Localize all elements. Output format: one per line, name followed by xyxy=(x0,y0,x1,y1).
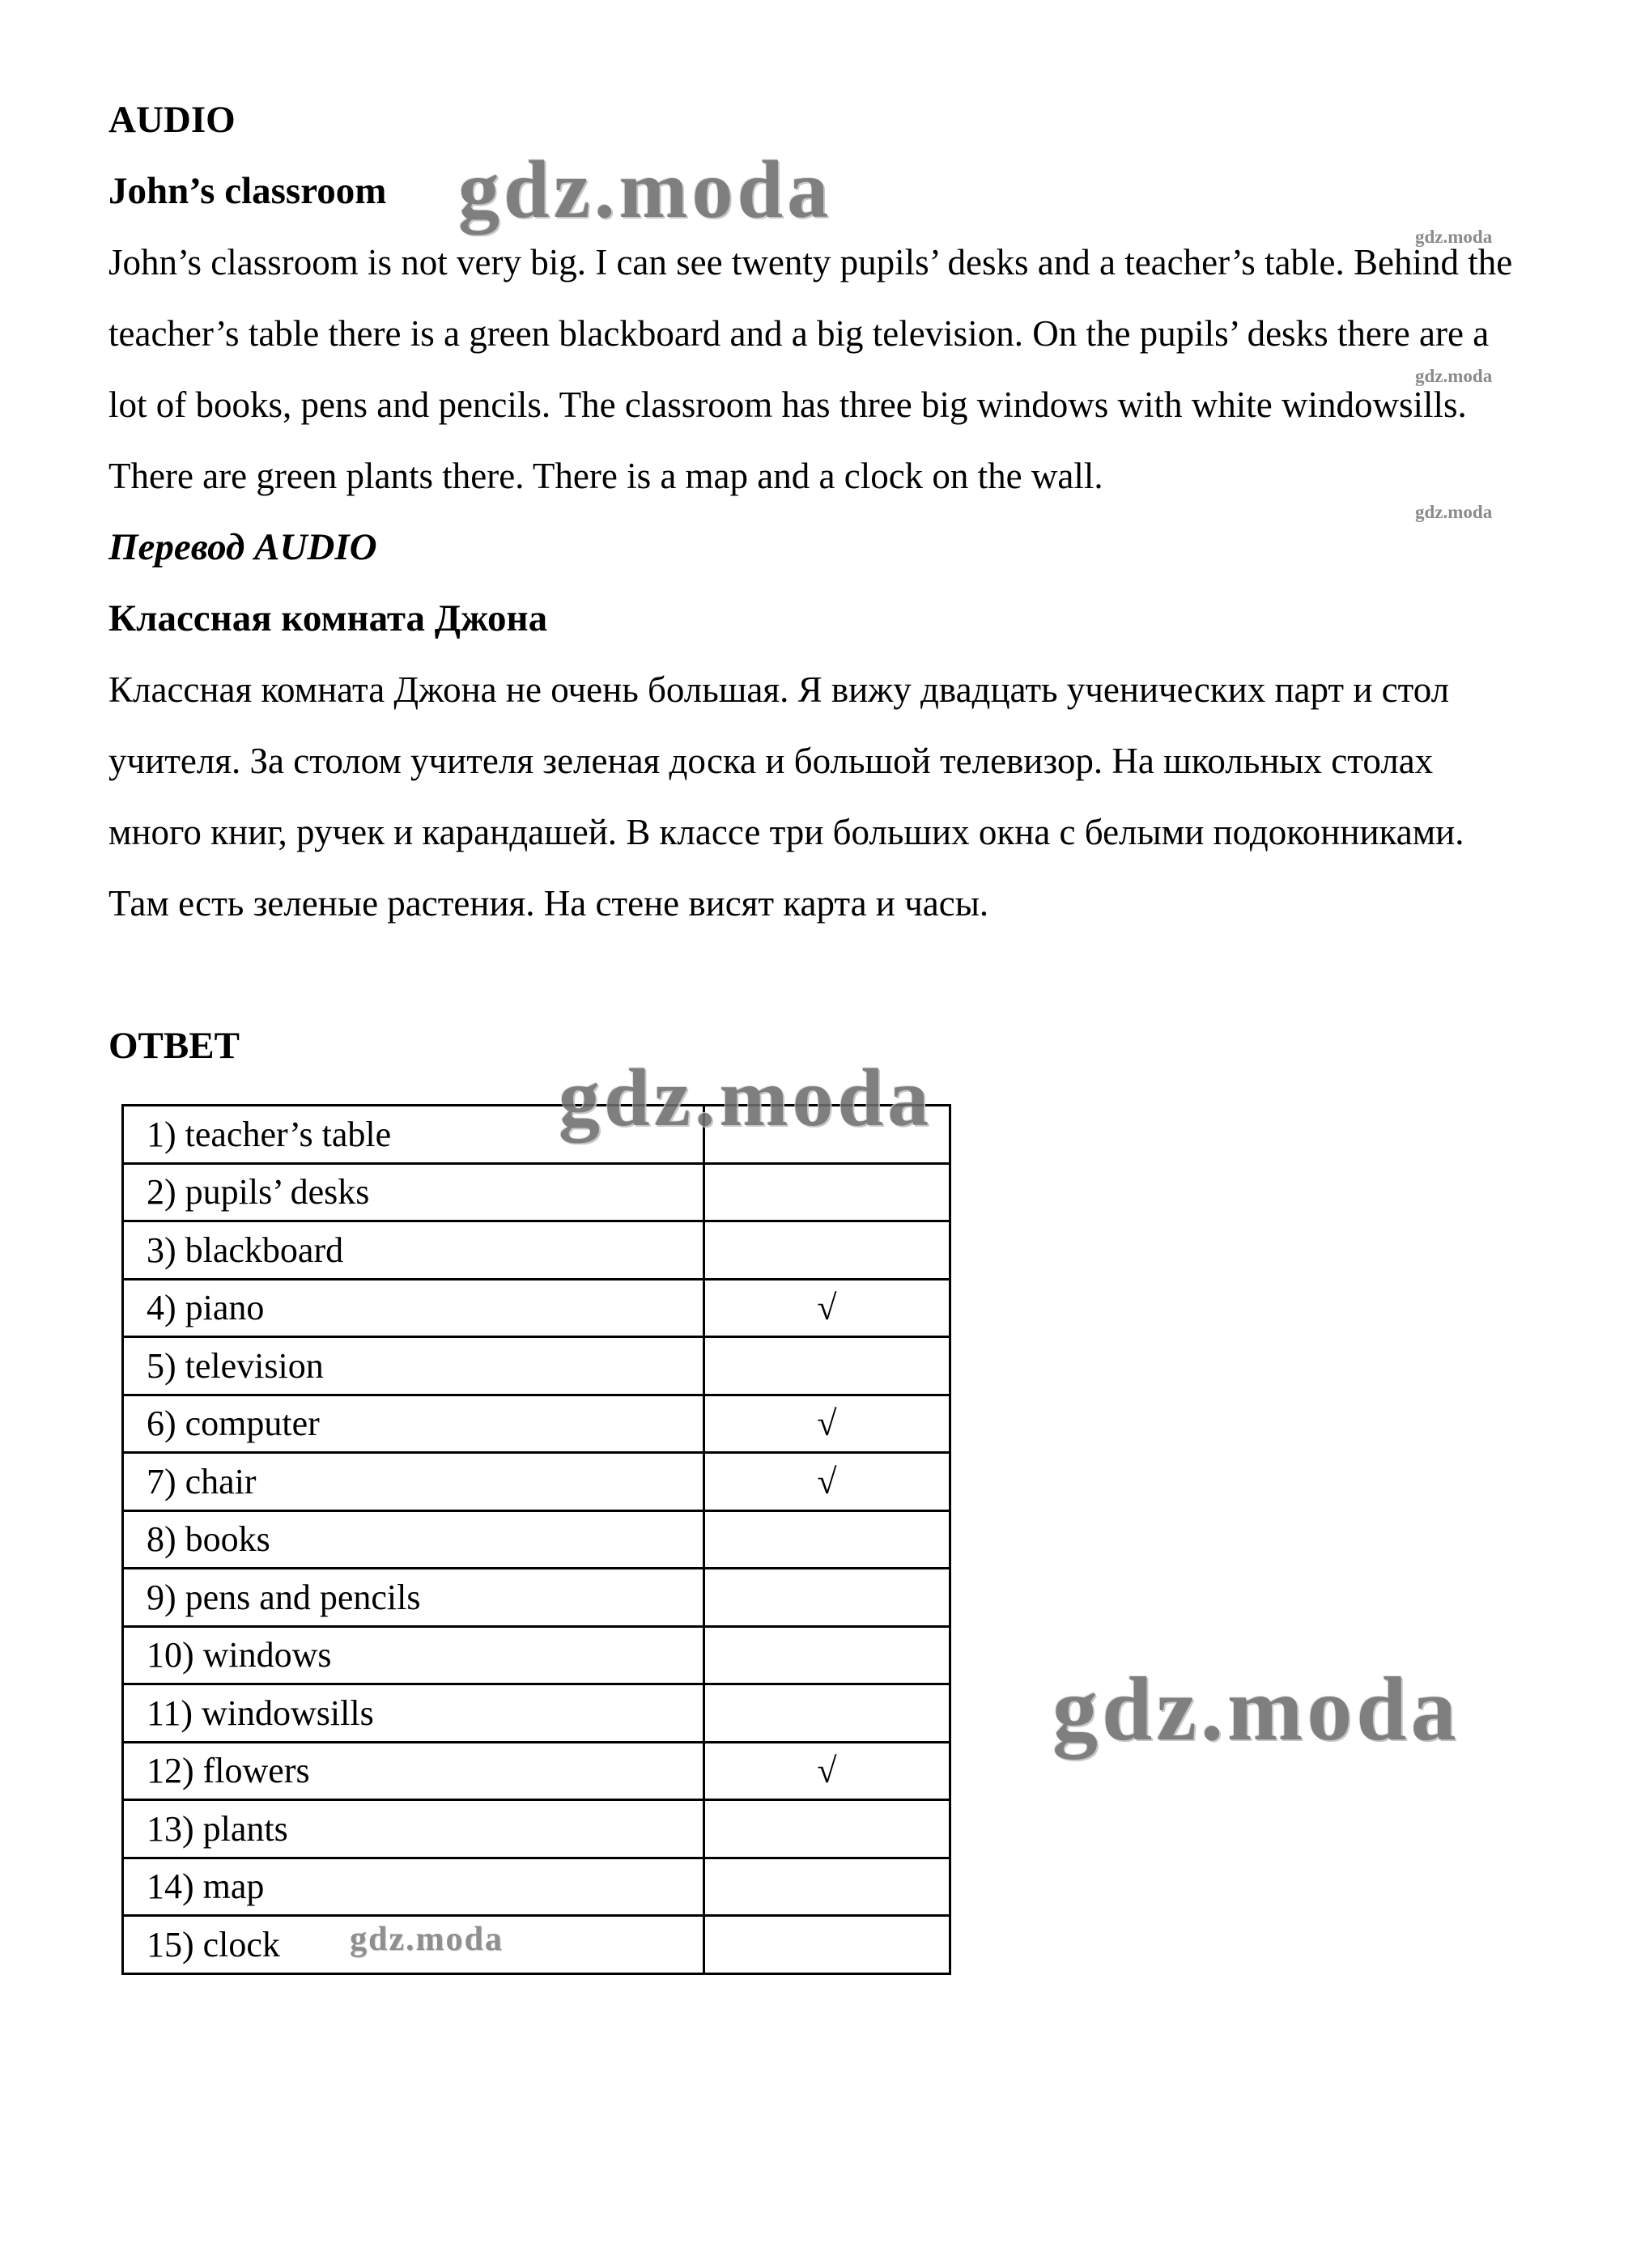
table-row xyxy=(123,1510,950,1569)
check-cell-empty xyxy=(704,1684,950,1743)
item-label: 13) plants xyxy=(123,1800,704,1858)
table-row xyxy=(123,1163,950,1221)
item-label: 4) piano xyxy=(123,1279,704,1337)
item-label: 14) map xyxy=(123,1858,704,1916)
item-label: 7) chair xyxy=(123,1453,704,1511)
john-classroom-heading: John’s classroom xyxy=(108,170,387,212)
table-row xyxy=(123,1395,950,1453)
watermark-gdz-moda: gdz.moda xyxy=(559,1052,933,1144)
table-row xyxy=(123,1279,950,1337)
watermark-gdz-moda: gdz.moda xyxy=(1052,1659,1460,1760)
item-label: 15) clock xyxy=(123,1916,704,1974)
item-label: 10) windows xyxy=(123,1626,704,1684)
table-row xyxy=(123,1337,950,1395)
table-row xyxy=(123,1569,950,1627)
check-mark: √ xyxy=(704,1742,950,1800)
check-cell-empty xyxy=(704,1626,950,1684)
table-row xyxy=(123,1742,950,1800)
item-label: 12) flowers xyxy=(123,1742,704,1800)
table-row xyxy=(123,1684,950,1743)
table-row xyxy=(123,1858,950,1916)
check-cell-empty xyxy=(704,1569,950,1627)
russian-title-heading: Классная комната Джона xyxy=(108,597,548,639)
audio-heading: AUDIO xyxy=(108,99,236,141)
check-cell-empty xyxy=(704,1916,950,1974)
table-row xyxy=(123,1453,950,1511)
item-label: 3) blackboard xyxy=(123,1221,704,1280)
item-label: 1) teacher’s table xyxy=(123,1106,704,1164)
item-label: 2) pupils’ desks xyxy=(123,1163,704,1221)
item-label: 11) windowsills xyxy=(123,1684,704,1743)
item-label: 6) computer xyxy=(123,1395,704,1453)
check-cell-empty xyxy=(704,1221,950,1280)
check-cell-empty xyxy=(704,1106,950,1164)
watermark-gdz-moda-small: gdz.moda xyxy=(1415,227,1493,247)
table-row xyxy=(123,1106,950,1164)
watermark-gdz-moda-small: gdz.moda xyxy=(1415,502,1493,522)
check-cell-empty xyxy=(704,1800,950,1858)
english-paragraph: John’s classroom is not very big. I can see twenty pupils’ desks and a teacher’s table. Behind the teacher’s table there is a green blackboard and a big television. On the pupils’ desks there are a lot of books, pens and pencils. The classroom has three big windows with white windowsills. There are green plants there. There is a map and a clock on the wall. xyxy=(108,242,1513,496)
table-row xyxy=(123,1626,950,1684)
perevod-audio-heading: Перевод AUDIO xyxy=(108,526,377,568)
item-label: 8) books xyxy=(123,1510,704,1569)
check-mark: √ xyxy=(704,1279,950,1337)
check-mark: √ xyxy=(704,1453,950,1511)
check-cell-empty xyxy=(704,1858,950,1916)
item-label: 9) pens and pencils xyxy=(123,1569,704,1627)
check-cell-empty xyxy=(704,1337,950,1395)
watermark-gdz-moda-small: gdz.moda xyxy=(1415,366,1493,386)
table-row xyxy=(123,1221,950,1280)
check-mark: √ xyxy=(704,1395,950,1453)
table-row xyxy=(123,1916,950,1974)
answer-table xyxy=(121,1104,951,1975)
otvet-heading: ОТВЕТ xyxy=(108,1025,240,1067)
item-label: 5) television xyxy=(123,1337,704,1395)
check-cell-empty xyxy=(704,1510,950,1569)
watermark-gdz-moda: gdz.moda xyxy=(458,144,833,236)
check-cell-empty xyxy=(704,1163,950,1221)
table-row xyxy=(123,1800,950,1858)
russian-paragraph: Классная комната Джона не очень большая. Я вижу двадцать ученических парт и стол учителя. За столом учителя зеленая доска и большой телевизор. На школьных столах много книг, ручек и карандашей. В классе три больших окна с белыми подоконниками. Там есть зеленые растения. На стене висят карта и часы. xyxy=(108,669,1464,924)
watermark-gdz-moda-table: gdz.moda xyxy=(350,1921,504,1958)
